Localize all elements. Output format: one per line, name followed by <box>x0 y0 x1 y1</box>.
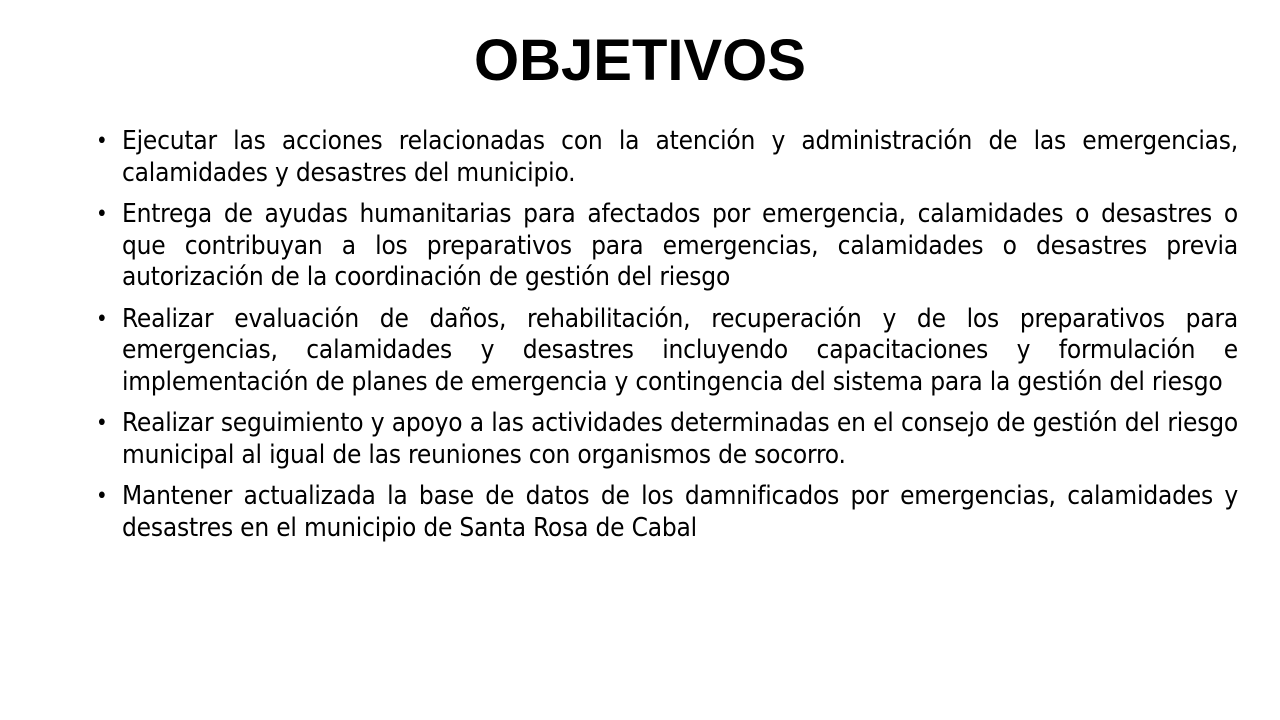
list-item <box>96 304 1238 399</box>
list-item-text: Realizar evaluación de daños, rehabilitación, recuperación y de los preparativos para emergencias, calamidades y desastres incluyendo capacitaciones y formulación e implementación de planes de emergencia y contingencia del sistema para la gestión del riesgo <box>122 303 1238 397</box>
list-item-text: Mantener actualizada la base de datos de los damnificados por emergencias, calamidades y desastres en el municipio de Santa Rosa de Cabal <box>122 481 1238 543</box>
list-item <box>96 408 1238 471</box>
list-item <box>96 126 1238 189</box>
list-item-text: Realizar seguimiento y apoyo a las actividades determinadas en el consejo de gestión del riesgo municipal al igual de las reuniones con organismos de socorro. <box>122 408 1238 470</box>
bullet-icon: • <box>96 411 108 436</box>
bullet-icon: • <box>96 202 108 227</box>
bullet-icon: • <box>96 306 108 332</box>
list-item <box>96 481 1238 544</box>
bullet-icon: • <box>96 129 108 154</box>
list-item-text: Entrega de ayudas humanitarias para afectados por emergencia, calamidades o desastres o que contribuyan a los preparativos para emergencias, calamidades o desastres previa autorización de la coordinación de gestión del riesgo <box>122 199 1238 292</box>
objectives-list <box>96 126 1238 554</box>
list-item-text: Ejecutar las acciones relacionadas con la atención y administración de las emergencias, calamidades y desastres del municipio. <box>122 126 1238 188</box>
slide-title: OBJETIVOS <box>474 28 806 93</box>
bullet-icon: • <box>96 484 108 509</box>
list-item <box>96 199 1238 294</box>
